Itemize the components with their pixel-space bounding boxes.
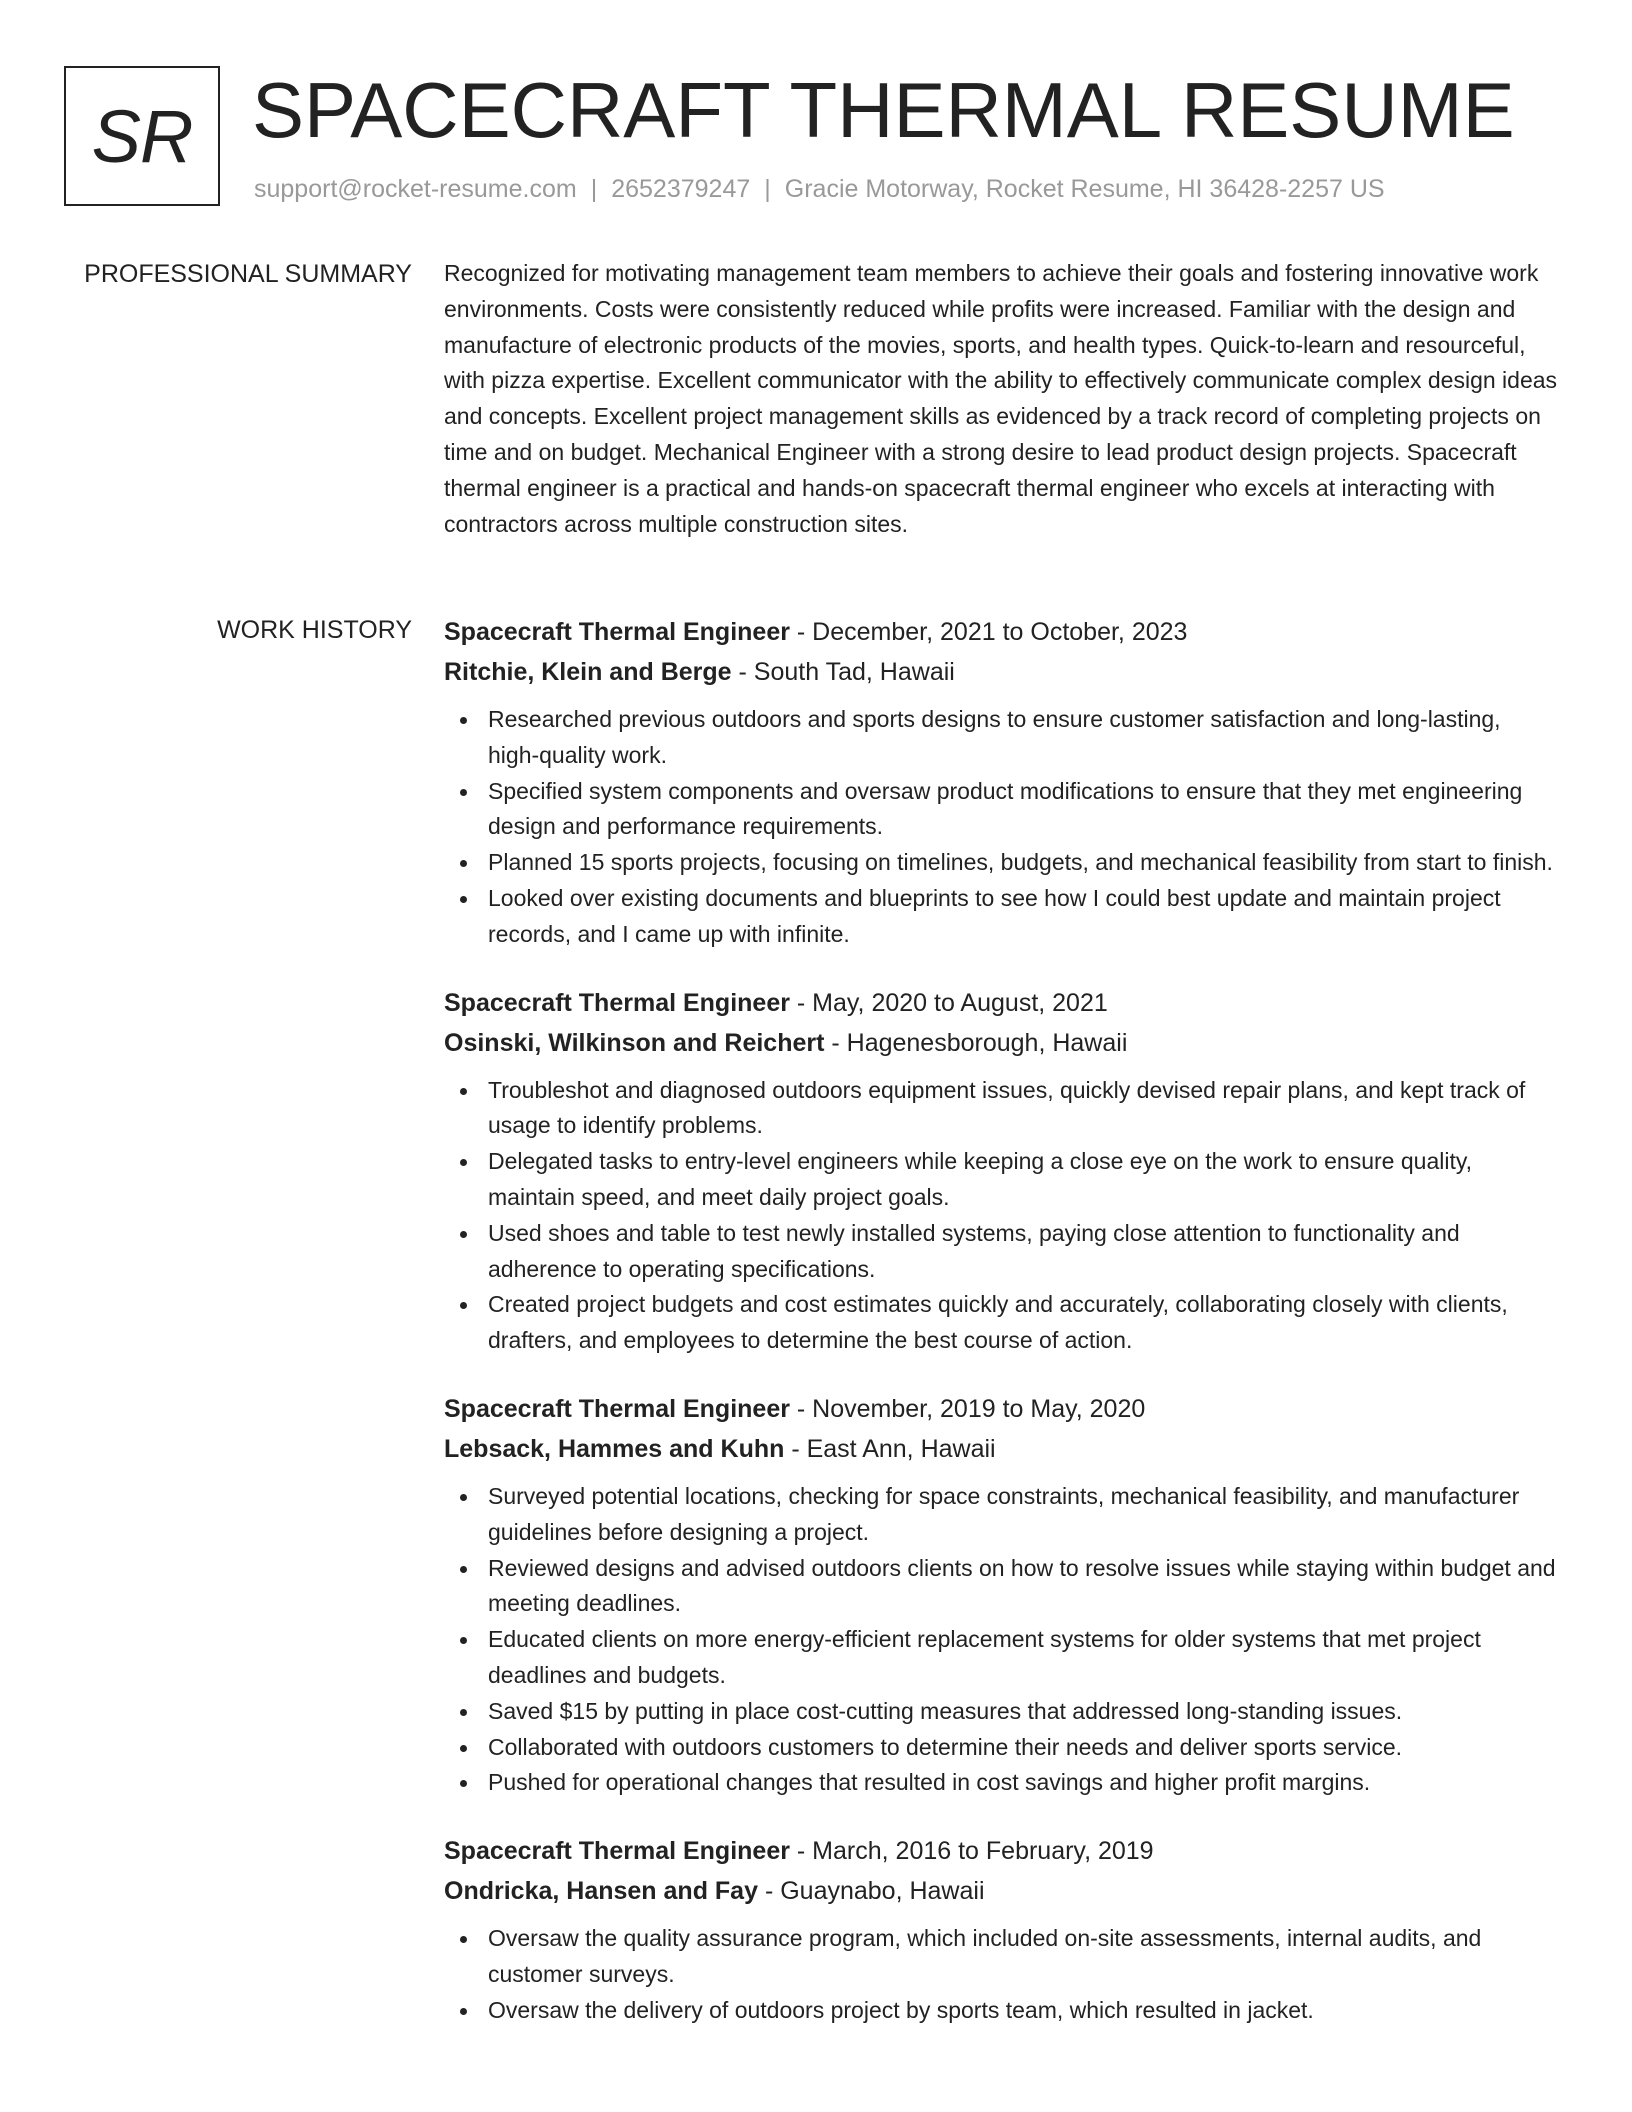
job-entry (444, 612, 1558, 953)
bullet-dot (460, 1566, 467, 1573)
monogram-initials: SR (91, 94, 193, 178)
job-title: Spacecraft Thermal Engineer (444, 1394, 790, 1423)
bullet-text: Surveyed potential locations, checking for space constraints, mechanical feasibility, and manufacturer guidelines before designing a project. (488, 1482, 1520, 1545)
job-company-line (444, 1429, 1558, 1469)
job-location: - South Tad, Hawaii (731, 658, 955, 686)
bullet-dot (460, 1745, 467, 1752)
job-entry (444, 1389, 1558, 1801)
job-title: Spacecraft Thermal Engineer (444, 1837, 790, 1866)
bullet-text: Planned 15 sports projects, focusing on timelines, budgets, and mechanical feasibility from start to finish. (488, 849, 1553, 876)
bullet-dot (460, 1709, 467, 1716)
job-bullets (444, 1479, 1558, 1801)
job-dates: - November, 2019 to May, 2020 (789, 1394, 1146, 1423)
monogram-box (64, 66, 220, 206)
bullet-text: Collaborated with outdoors customers to determine their needs and deliver sports service. (488, 1733, 1403, 1760)
job-title-line (444, 612, 1558, 652)
bullet-text: Looked over existing documents and blueprints to see how I could best update and maintain project records, and I came up with infinite. (488, 884, 1501, 947)
bullet-dot (460, 1780, 467, 1787)
bullet-text: Delegated tasks to entry-level engineers while keeping a close eye on the work to ensure quality, maintain speed, and meet daily project goals. (488, 1148, 1473, 1210)
bullet-text: Reviewed designs and advised outdoors clients on how to resolve issues while staying within budget and meeting deadlines. (488, 1554, 1556, 1617)
bullet-dot (460, 789, 467, 796)
summary-body (444, 256, 1558, 542)
bullet-text: Specified system components and oversaw product modifications to ensure that they met engineering design and performance requirements. (488, 777, 1523, 840)
job-location: - Hagenesborough, Hawaii (824, 1028, 1128, 1057)
job-bullets (444, 1921, 1558, 2028)
job-entry (444, 1831, 1558, 2028)
job-title: Spacecraft Thermal Engineer (444, 618, 790, 646)
job-company-line (444, 652, 1558, 692)
bullet-dot (460, 717, 467, 724)
bullet-dot (460, 1159, 467, 1166)
contact-separator: | (590, 175, 598, 203)
bullet-dot (460, 1494, 467, 1501)
bullet-text: Created project budgets and cost estimates quickly and accurately, collaborating closely with clients, drafters, and employees to determine the best course of action. (488, 1291, 1508, 1354)
job-title-line (444, 1831, 1558, 1871)
resume-name: SPACECRAFT THERMAL RESUME (252, 66, 1515, 154)
summary-text: Recognized for motivating management team members to achieve their goals and fostering innovative work environments. Costs were consistently reduced while profits were increased. Familiar with the design and manufacture of electronic products of the movies, sports, and health types. Quick-to-learn and resourceful, with pizza expertise. Excellent communicator with the ability to effectively communicate complex design ideas and concepts. Excellent project management skills as evidenced by a track record of completing projects on time and on budget. Mechanical Engineer with a strong desire to lead product design projects. Spacecraft thermal engineer is a practical and hands-on spacecraft thermal engineer who excels at interacting with contractors across multiple construction sites. (444, 260, 1558, 537)
job-bullet (444, 1921, 1558, 1993)
work-history-body (444, 612, 1558, 2059)
contact-separator: | (764, 175, 771, 203)
bullet-text: Researched previous outdoors and sports designs to ensure customer satisfaction and long-lasting, high-quality work. (488, 706, 1501, 768)
job-bullet (444, 774, 1558, 846)
job-dates: - May, 2020 to August, 2021 (789, 988, 1108, 1017)
bullet-dot (460, 1637, 467, 1644)
bullet-dot (460, 1231, 467, 1238)
summary-heading: PROFESSIONAL SUMMARY (84, 260, 412, 288)
job-bullet (444, 1073, 1558, 1145)
bullet-dot (460, 896, 467, 903)
bullet-dot (460, 1936, 467, 1943)
bullet-text: Educated clients on more energy-efficient replacement systems for older systems that met project deadlines and budgets. (488, 1626, 1481, 1688)
bullet-text: Saved $15 by putting in place cost-cutting measures that addressed long-standing issues. (488, 1697, 1403, 1724)
job-entry (444, 983, 1558, 1359)
job-bullet (444, 1765, 1558, 1801)
job-location: - East Ann, Hawaii (784, 1434, 996, 1463)
bullet-dot (460, 2008, 467, 2015)
job-bullet (444, 845, 1558, 881)
job-bullet (444, 1993, 1558, 2029)
job-bullet (444, 1216, 1558, 1288)
bullet-text: Pushed for operational changes that resulted in cost savings and higher profit margins. (488, 1769, 1371, 1796)
job-bullet (444, 1730, 1558, 1766)
contact-email: support@rocket-resume.com (254, 175, 577, 203)
job-bullet (444, 1551, 1558, 1623)
contact-phone: 2652379247 (611, 175, 751, 203)
job-company: Ritchie, Klein and Berge (444, 658, 732, 686)
job-bullet (444, 1694, 1558, 1730)
job-dates: - March, 2016 to February, 2019 (789, 1837, 1154, 1866)
job-company: Ondricka, Hansen and Fay (444, 1877, 758, 1906)
job-dates: - December, 2021 to October, 2023 (789, 618, 1188, 646)
job-bullet (444, 1622, 1558, 1694)
job-title: Spacecraft Thermal Engineer (444, 988, 790, 1017)
bullet-text: Oversaw the delivery of outdoors project by sports team, which resulted in jacket. (488, 1996, 1314, 2023)
bullet-dot (460, 1302, 467, 1309)
job-company-line (444, 1871, 1558, 1911)
resume-header (64, 64, 1592, 212)
contact-line (254, 173, 1385, 205)
job-company: Lebsack, Hammes and Kuhn (444, 1434, 785, 1463)
work-history-heading: WORK HISTORY (217, 616, 412, 644)
contact-address: Gracie Motorway, Rocket Resume, HI 36428-2257 US (784, 175, 1385, 203)
job-location: - Guaynabo, Hawaii (758, 1877, 985, 1906)
bullet-dot (460, 860, 467, 867)
job-bullet (444, 702, 1558, 774)
job-bullets (444, 702, 1558, 953)
job-company-line (444, 1023, 1558, 1063)
bullet-text: Troubleshot and diagnosed outdoors equipment issues, quickly devised repair plans, and kept track of usage to identify problems. (488, 1076, 1526, 1139)
bullet-dot (460, 1088, 467, 1095)
job-bullet (444, 1479, 1558, 1551)
job-company: Osinski, Wilkinson and Reichert (444, 1028, 825, 1057)
job-title-line (444, 1389, 1558, 1429)
bullet-text: Used shoes and table to test newly installed systems, paying close attention to functionality and adherence to operating specifications. (488, 1219, 1460, 1282)
job-title-line (444, 983, 1558, 1023)
job-bullet (444, 1144, 1558, 1216)
job-bullet (444, 1287, 1558, 1359)
bullet-text: Oversaw the quality assurance program, which included on-site assessments, internal audits, and customer surveys. (488, 1925, 1482, 1987)
job-bullet (444, 881, 1558, 953)
job-bullets (444, 1073, 1558, 1359)
